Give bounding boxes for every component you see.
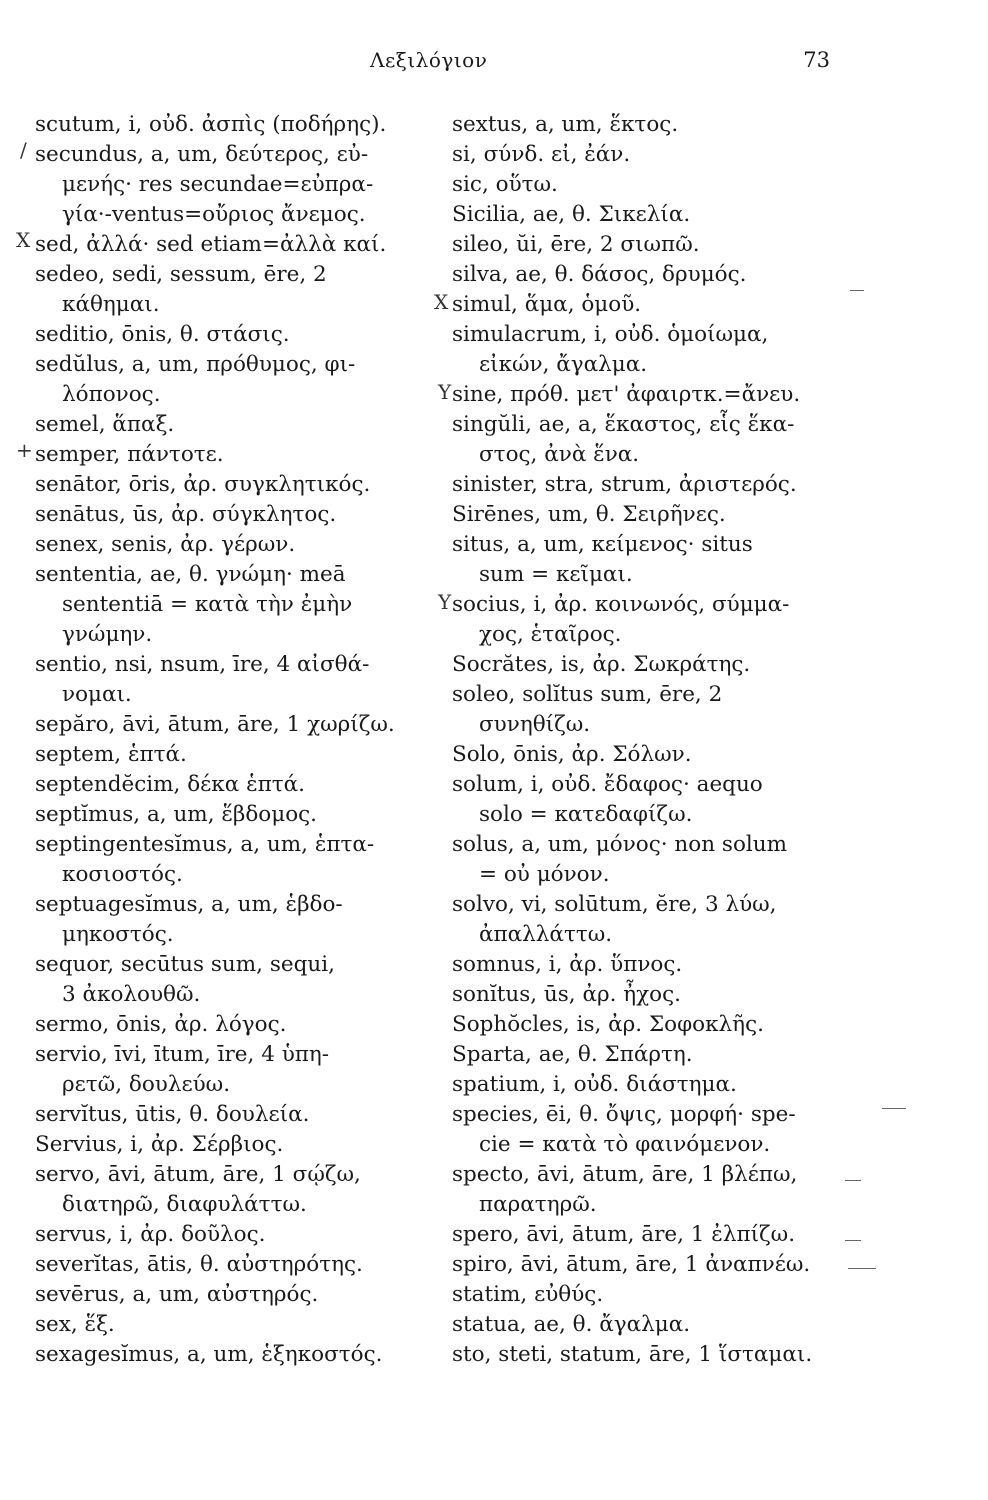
right-entry-line: ἀπαλλάττω. <box>479 922 613 947</box>
left-entry-line: sedŭlus, a, um, πρόθυμος, φι- <box>35 352 356 377</box>
right-entry-line: sonĭtus, ūs, ἀρ. ἦχος. <box>452 982 681 1007</box>
left-entry-line: sermo, ōnis, ἀρ. λόγος. <box>35 1012 287 1037</box>
right-entry-line: si, σύνδ. εἰ, ἐάν. <box>452 142 631 167</box>
right-entry-line: specto, āvi, ātum, āre, 1 βλέπω, <box>452 1162 798 1187</box>
left-entry-line: διατηρῶ, διαφυλάττω. <box>62 1192 307 1217</box>
right-entry-line: sum = κεῖμαι. <box>479 562 633 587</box>
right-entry-line: εἰκών, ἄγαλμα. <box>479 352 648 377</box>
right-entry-line: sextus, a, um, ἕκτος. <box>452 112 679 137</box>
right-entry-line: spero, āvi, ātum, āre, 1 ἐλπίζω. <box>452 1222 796 1247</box>
right-entry-line: species, ēi, θ. ὄψις, μορφή· spe- <box>452 1102 796 1127</box>
page-header <box>0 48 988 78</box>
left-entry-line: ρετῶ, δουλεύω. <box>62 1072 231 1097</box>
right-entry-line: statim, εὐθύς. <box>452 1282 604 1307</box>
left-column <box>35 110 435 1370</box>
margin-mark-secundus: / <box>20 138 27 162</box>
left-entry-line: secundus, a, um, δεύτερος, εὐ- <box>35 142 369 167</box>
right-entry-line: παρατηρῶ. <box>479 1192 597 1217</box>
page-number: 73 <box>803 48 830 72</box>
right-entry-line: Sparta, ae, θ. Σπάρτη. <box>452 1042 693 1067</box>
margin-dash <box>848 1268 876 1269</box>
left-entry-line: μενής· res secundae=εὐπρα- <box>62 172 374 197</box>
left-entry-line: sex, ἕξ. <box>35 1312 115 1337</box>
right-entry-line: soleo, solĭtus sum, ēre, 2 <box>452 682 723 707</box>
left-entry-line: Servius, i, ἀρ. Σέρβιος. <box>35 1132 284 1157</box>
right-entry-line: sinister, stra, strum, ἀριστερός. <box>452 472 797 497</box>
left-entry-line: servio, īvi, ītum, īre, 4 ὑπη- <box>35 1042 330 1067</box>
left-entry-line: servus, i, ἀρ. δοῦλος. <box>35 1222 266 1247</box>
right-entry-line: χος, ἑταῖρος. <box>479 622 622 647</box>
right-entry-line: socius, i, ἀρ. κοινωνός, σύμμα- <box>452 592 790 617</box>
right-entry-line: = οὐ μόνον. <box>479 862 610 887</box>
left-entry-line: sententiā = κατὰ τὴν ἐμὴν <box>62 592 353 617</box>
right-entry-line: Sicilia, ae, θ. Σικελία. <box>452 202 691 227</box>
margin-dash <box>882 1108 906 1109</box>
left-entry-line: μηκοστός. <box>62 922 174 947</box>
left-entry-line: septendĕcim, δέκα ἑπτά. <box>35 772 305 797</box>
right-entry-line: solum, i, οὐδ. ἔδαφος· aequo <box>452 772 763 797</box>
left-entry-line: λόπονος. <box>62 382 161 407</box>
right-entry-line: sine, πρόθ. μετ' ἀφαιρτκ.=ἄνευ. <box>452 382 801 407</box>
right-entry-line: Sophŏcles, is, ἀρ. Σοφοκλῆς. <box>452 1012 764 1037</box>
right-entry-line: solo = κατεδαφίζω. <box>479 802 693 827</box>
left-entry-line: sepăro, āvi, ātum, āre, 1 χωρίζω. <box>35 712 395 737</box>
right-entry-line: συνηθίζω. <box>479 712 591 737</box>
right-entry-line: simul, ἅμα, ὁμοῦ. <box>452 292 642 317</box>
right-entry-line: spiro, āvi, ātum, āre, 1 ἀναπνέω. <box>452 1252 811 1277</box>
right-entry-line: Solo, ōnis, ἀρ. Σόλων. <box>452 742 692 767</box>
left-entry-line: sedeo, sedi, sessum, ēre, 2 <box>35 262 327 287</box>
right-entry-line: statua, ae, θ. ἄγαλμα. <box>452 1312 691 1337</box>
margin-dash <box>850 290 864 291</box>
margin-mark-simul: X <box>434 290 449 314</box>
right-entry-line: στος, ἀνὰ ἕνα. <box>479 442 640 467</box>
left-entry-line: severĭtas, ātis, θ. αὐστηρότης. <box>35 1252 363 1277</box>
running-title: Λεξιλόγιον <box>370 48 488 72</box>
left-entry-line: sententia, ae, θ. γνώμη· meā <box>35 562 346 587</box>
right-entry-line: simulacrum, i, οὐδ. ὁμοίωμα, <box>452 322 769 347</box>
right-entry-line: sto, steti, statum, āre, 1 ἵσταμαι. <box>452 1342 813 1367</box>
right-entry-line: singŭli, ae, a, ἕκαστος, εἷς ἕκα- <box>452 412 795 437</box>
left-entry-line: scutum, i, οὐδ. ἀσπὶς (ποδήρης). <box>35 112 387 137</box>
right-entry-line: Socrătes, is, ἀρ. Σωκράτης. <box>452 652 751 677</box>
left-entry-line: senātor, ōris, ἀρ. συγκλητικός. <box>35 472 371 497</box>
left-entry-line: servo, āvi, ātum, āre, 1 σῴζω, <box>35 1162 361 1187</box>
left-entry-line: semper, πάντοτε. <box>35 442 224 467</box>
left-entry-line: seditio, ōnis, θ. στάσις. <box>35 322 290 347</box>
margin-dash <box>845 1240 861 1241</box>
left-entry-line: sevērus, a, um, αὐστηρός. <box>35 1282 319 1307</box>
left-entry-line: νομαι. <box>62 682 132 707</box>
left-entry-line: sequor, secūtus sum, sequi, <box>35 952 335 977</box>
right-entry-line: sileo, ŭi, ēre, 2 σιωπῶ. <box>452 232 700 257</box>
right-column <box>452 110 852 1370</box>
left-entry-line: septĭmus, a, um, ἕβδομος. <box>35 802 318 827</box>
right-entry-line: solus, a, um, μόνος· non solum <box>452 832 787 857</box>
margin-mark-socius: Y <box>438 590 452 614</box>
left-entry-line: κάθημαι. <box>62 292 160 317</box>
left-entry-line: sentio, nsi, nsum, īre, 4 αἰσθά- <box>35 652 370 677</box>
left-entry-line: semel, ἅπαξ. <box>35 412 175 437</box>
left-entry-line: κοσιοστός. <box>62 862 183 887</box>
right-entry-line: Sirēnes, um, θ. Σειρῆνες. <box>452 502 726 527</box>
right-entry-line: spatium, i, οὐδ. διάστημα. <box>452 1072 737 1097</box>
right-entry-line: sic, οὕτω. <box>452 172 558 197</box>
left-entry-line: septingentesĭmus, a, um, ἑπτα- <box>35 832 375 857</box>
margin-mark-sed: X <box>16 228 31 252</box>
right-entry-line: situs, a, um, κείμενος· situs <box>452 532 753 557</box>
margin-mark-semper: + <box>16 438 33 462</box>
left-entry-line: sexagesĭmus, a, um, ἑξηκοστός. <box>35 1342 383 1367</box>
right-entry-line: somnus, i, ἀρ. ὕπνος. <box>452 952 683 977</box>
left-entry-line: servĭtus, ūtis, θ. δουλεία. <box>35 1102 310 1127</box>
left-entry-line: 3 ἀκολουθῶ. <box>62 982 201 1007</box>
left-entry-line: septuagesĭmus, a, um, ἑβδο- <box>35 892 343 917</box>
right-entry-line: solvo, vi, solūtum, ĕre, 3 λύω, <box>452 892 777 917</box>
right-entry-line: silva, ae, θ. δάσος, δρυμός. <box>452 262 747 287</box>
left-entry-line: γία·-ventus=οὔριος ἄνεμος. <box>62 202 366 227</box>
left-entry-line: septem, ἑπτά. <box>35 742 187 767</box>
left-entry-line: senātus, ūs, ἀρ. σύγκλητος. <box>35 502 337 527</box>
left-entry-line: senex, senis, ἀρ. γέρων. <box>35 532 296 557</box>
left-entry-line: γνώμην. <box>62 622 153 647</box>
margin-mark-sine: Y <box>438 380 452 404</box>
margin-dash <box>845 1180 861 1181</box>
right-entry-line: cie = κατὰ τὸ φαινόμενον. <box>479 1132 771 1157</box>
left-entry-line: sed, ἀλλά· sed etiam=ἀλλὰ καί. <box>35 232 387 257</box>
